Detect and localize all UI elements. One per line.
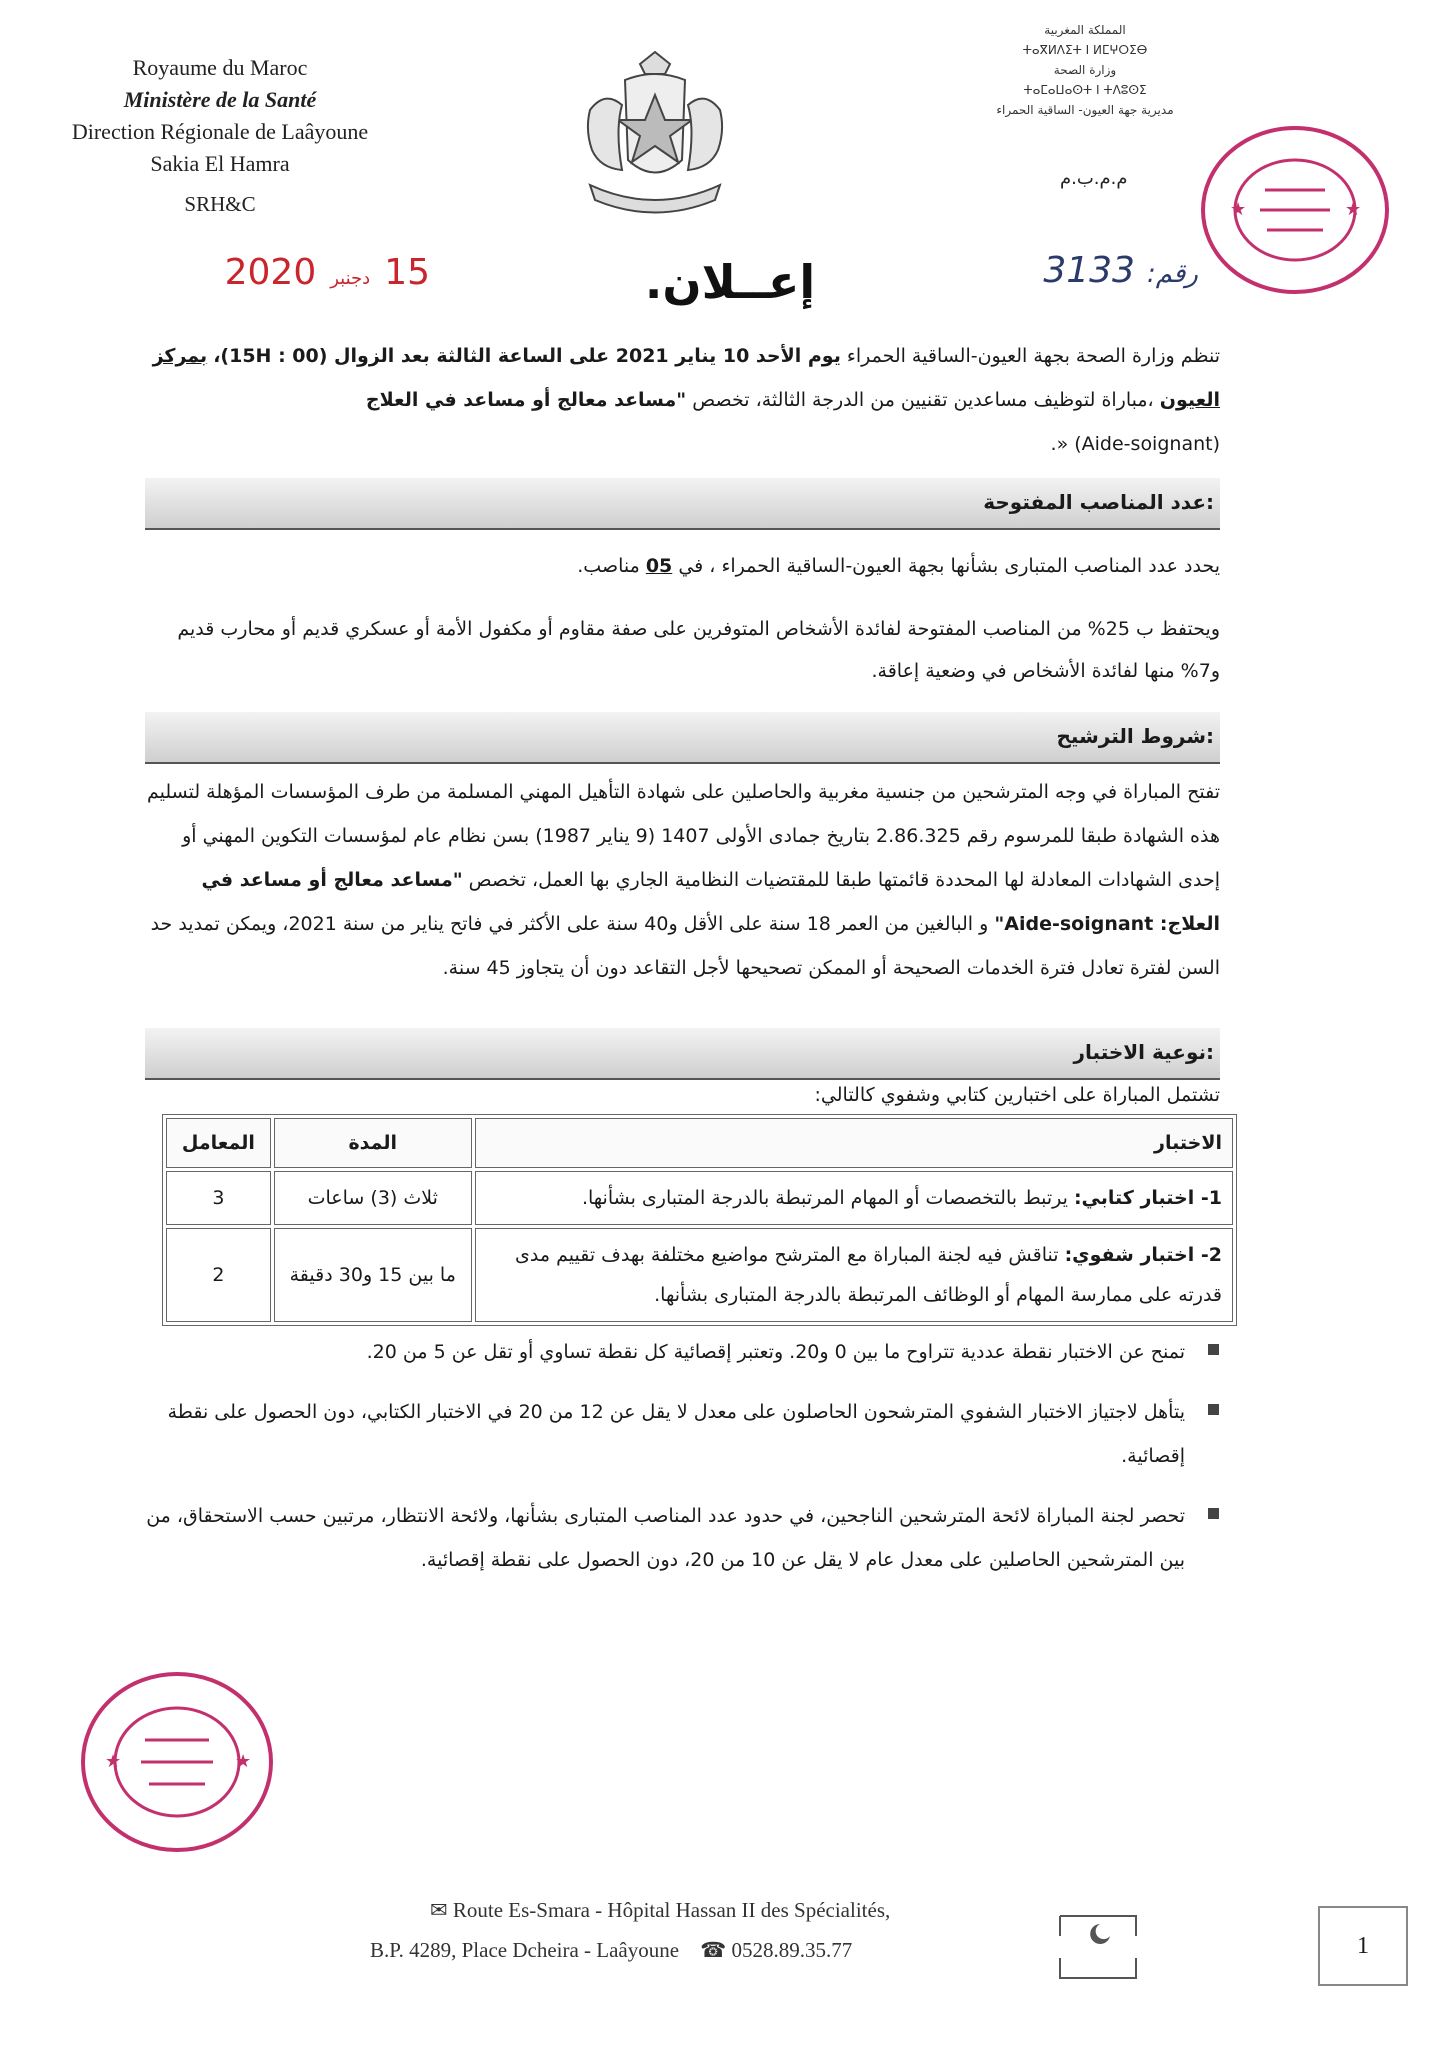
section-heading-text: عدد المناصب المفتوحة:	[983, 490, 1214, 514]
positions-text-b: مناصب.	[577, 555, 640, 577]
cell-coef: 2	[166, 1228, 271, 1322]
reference-value: 3133	[1043, 250, 1135, 291]
official-stamp-icon	[75, 1665, 280, 1860]
kingdom-name: Royaume du Maroc	[132, 55, 308, 80]
svg-text:★: ★	[235, 1751, 252, 1772]
date-month: دجنبر	[330, 268, 371, 289]
header-test: الاختبار	[475, 1118, 1233, 1168]
intro-part4: ،مباراة لتوظيف مساعدين تقنيين من الدرجة الثالثة، تخصص	[692, 389, 1154, 411]
crescent-box-icon	[1056, 1910, 1140, 1984]
cell-test	[475, 1171, 1233, 1225]
conditions-text-a: تفتح المباراة في وجه المترشحين من جنسية مغربية والحاصلين على شهادة التأهيل المهني المسلمة من طرف المؤسسات المؤهلة لتسليم هذه الشهادة طبقا للمرسوم رقم 2.86.325 بتاريخ جمادى الأولى 1407 (9 يناير 1987) بسن نظام عام لمؤسسات التكوين المهني أو إحدى الشهادات المعادلة لها المحددة قائمتها طبقا للمقتضيات النظامية الجاري بها العمل، تخصص	[147, 781, 1220, 891]
header-right-block	[985, 20, 1185, 120]
rules-list	[145, 1330, 1225, 1598]
positions-paragraph	[145, 545, 1220, 587]
table-header-row	[166, 1118, 1233, 1168]
header-duration: المدة	[274, 1118, 472, 1168]
date-day: 15	[384, 252, 430, 293]
ministry-name: Ministère de la Santé	[123, 87, 317, 112]
direction-name: Direction Régionale de Laâyoune	[71, 119, 369, 144]
list-item: يتأهل لاجتياز الاختبار الشفوي المترشحون الحاصلون على معدل لا يقل عن 12 من 20 في الاختبار الكتابي، دون الحصول على نقطة إقصائية.	[145, 1390, 1225, 1478]
footer-address	[370, 1890, 1070, 1970]
positions-text-a: يحدد عدد المناصب المتبارى بشأنها بجهة العيون-الساقية الحمراء ، في	[678, 555, 1220, 577]
table-row	[166, 1171, 1233, 1225]
footer-line1	[370, 1890, 1070, 1930]
section-heading-test-type	[145, 1028, 1220, 1080]
section-heading-positions	[145, 478, 1220, 530]
intro-part5: "مساعد معالج أو مساعد في العلاج	[365, 389, 687, 411]
tests-table	[162, 1114, 1237, 1326]
list-item: تمنح عن الاختبار نقطة عددية تتراوح ما بين 0 و20. وتعتبر إقصائية كل نقطة تساوي أو تقل عن 5 من 20.	[145, 1330, 1225, 1374]
conditions-paragraph	[145, 770, 1220, 990]
svg-text:★: ★	[1345, 199, 1362, 220]
date-year: 2020	[224, 252, 317, 293]
header-left-block	[40, 52, 400, 220]
intro-part2: يوم الأحد 10 يناير 2021 على الساعة الثالثة بعد الزوال (15H : 00)،	[213, 345, 841, 367]
conditions-specialty: "مساعد معالج أو مساعد في العلاج: Aide-soignant"	[201, 869, 1220, 935]
svg-text:★: ★	[1230, 199, 1247, 220]
cell-duration: ثلاث (3) ساعات	[274, 1171, 472, 1225]
footer-address1: Route Es-Smara - Hôpital Hassan II des Spécialités,	[452, 1898, 891, 1922]
cell-duration: ما بين 15 و30 دقيقة	[274, 1228, 472, 1322]
conditions-text-c: و البالغين من العمر 18 سنة على الأقل و40 سنة على الأكثر في فاتح يناير من سنة 2021، ويمكن تمديد حد السن لفترة تعادل فترة الخدمات الصحيحة أو الممكن تصحيحها لأجل التقاعد دون أن يتجاوز 45 سنة.	[150, 913, 1220, 979]
ministry-name-ar: وزارة الصحة	[1053, 63, 1117, 77]
intro-part6: (Aide-soignant) «.	[1050, 433, 1220, 455]
official-stamp-icon	[1195, 120, 1395, 300]
section-heading-conditions	[145, 712, 1220, 764]
phone-icon: ☎	[700, 1938, 727, 1962]
intro-part1: تنظم وزارة الصحة بجهة العيون-الساقية الحمراء	[840, 345, 1220, 367]
test-intro: تشتمل المباراة على اختبارين كتابي وشفوي كالتالي:	[814, 1084, 1220, 1106]
table-row	[166, 1228, 1233, 1322]
kingdom-name-ar: المملكة المغربية	[1044, 23, 1126, 37]
test-title: 1- اختبار كتابي:	[1073, 1187, 1222, 1209]
kingdom-name-tifinagh: ⵜⴰⴳⵍⴷⵉⵜ ⵏ ⵍⵎⵖⵔⵉⴱ	[1022, 43, 1148, 57]
cell-test	[475, 1228, 1233, 1322]
section-heading-text: نوعية الاختبار:	[1073, 1040, 1214, 1064]
direction-name-ar: مديرية جهة العيون- الساقية الحمراء	[996, 103, 1174, 117]
intro-paragraph	[145, 334, 1220, 466]
footer-phone: 0528.89.35.77	[731, 1938, 853, 1962]
intro-part3: بمركز العيون	[152, 345, 1220, 411]
region-name: Sakia El Hamra	[150, 151, 290, 176]
page-number: 1	[1318, 1906, 1408, 1986]
royal-emblem-icon	[570, 50, 740, 220]
positions-count: 05	[645, 555, 673, 577]
header-abbrev: م.م.ب.م	[1060, 168, 1128, 189]
test-desc: يرتبط بالتخصصات أو المهام المرتبطة بالدرجة المتبارى بشأنها.	[581, 1187, 1068, 1209]
test-title: 2- اختبار شفوي:	[1064, 1244, 1222, 1266]
cell-coef: 3	[166, 1171, 271, 1225]
document-date	[190, 252, 430, 293]
footer-address2: B.P. 4289, Place Dcheira - Laâyoune	[370, 1938, 680, 1962]
section-heading-text: شروط الترشيح:	[1056, 724, 1214, 748]
reserved-positions-paragraph: ويحتفظ ب 25% من المناصب المفتوحة لفائدة الأشخاص المتوفرين على صفة مقاوم أو مكفول الأمة أو عسكري قديم أو محارب قديم و7% منها لفائدة الأشخاص في وضعية إعاقة.	[177, 618, 1220, 682]
mail-icon: ✉	[430, 1898, 448, 1922]
reference-number	[1018, 250, 1198, 291]
service-code: SRH&C	[184, 192, 256, 216]
ministry-name-tifinagh: ⵜⴰⵎⴰⵡⴰⵙⵜ ⵏ ⵜⴷⵓⵙⵉ	[1023, 83, 1147, 97]
footer-line2	[370, 1930, 1070, 1970]
list-item: تحصر لجنة المباراة لائحة المترشحين الناجحين، في حدود عدد المناصب المتبارى بشأنها، ولائحة الانتظار، مرتبين حسب الاستحقاق، من بين المترشحين الحاصلين على معدل عام لا يقل عن 10 من 20، دون الحصول على نقطة إقصائية.	[145, 1494, 1225, 1582]
reference-label: رقم:	[1146, 259, 1198, 289]
header-coef: المعامل	[166, 1118, 271, 1168]
svg-text:★: ★	[105, 1751, 122, 1772]
page-title: إعــلان.	[644, 255, 816, 309]
test-desc: تناقش فيه لجنة المباراة مع المترشح مواضيع مختلفة بهدف تقييم مدى قدرته على ممارسة المهام أو الوظائف المرتبطة بالدرجة المتبارى بشأنها.	[515, 1244, 1222, 1306]
